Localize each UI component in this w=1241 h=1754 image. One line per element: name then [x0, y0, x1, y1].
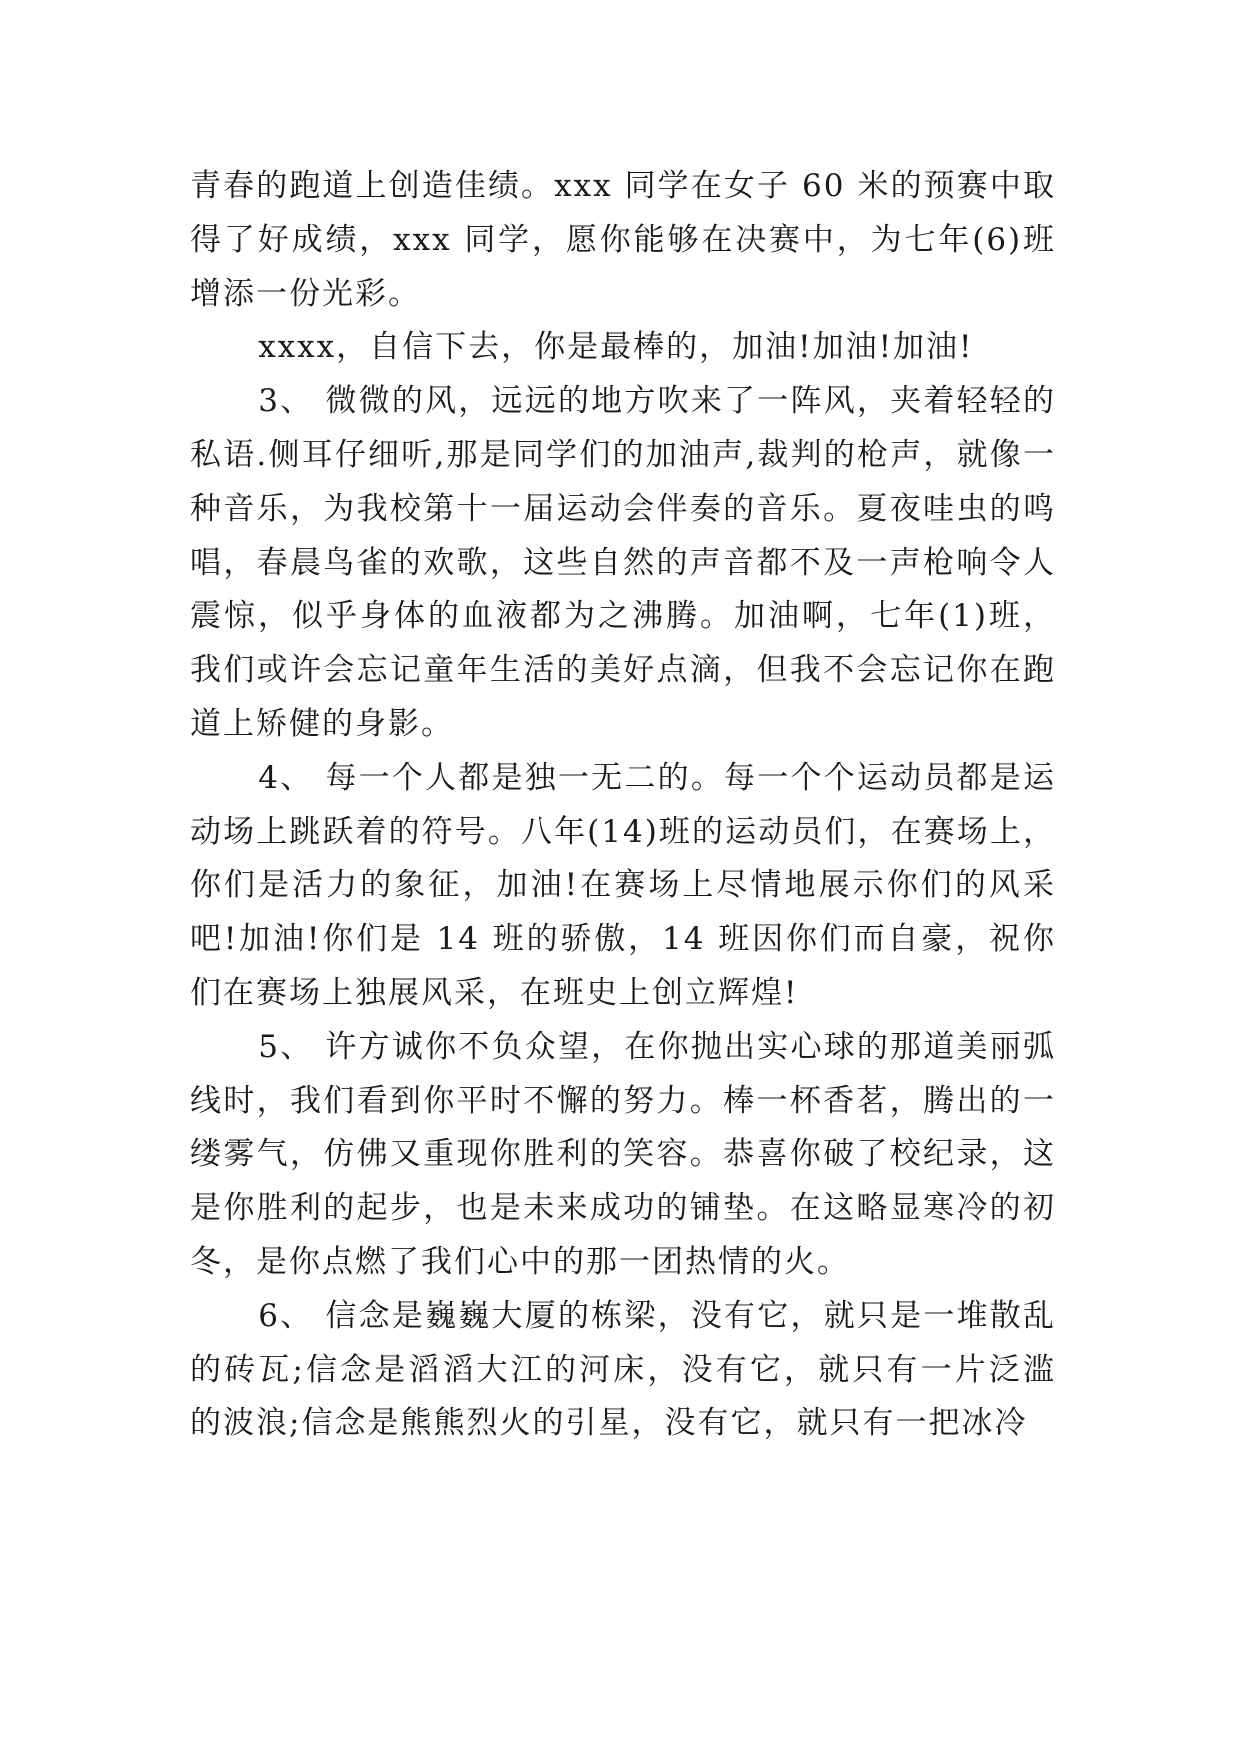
paragraph-item-3: 3、 微微的风，远远的地方吹来了一阵风，夹着轻轻的私语.侧耳仔细听,那是同学们的加油声,裁判的枪声，就像一种音乐，为我校第十一届运动会伴奏的音乐。夏夜哇虫的鸣唱，春晨鸟雀的欢歌，这些自然的声音都不及一声枪响令人震惊，似乎身体的血液都为之沸腾。加油啊，七年(1)班，我们或许会忘记童年生活的美好点滴，但我不会忘记你在跑道上矫健的身影。 — [190, 383, 1056, 742]
paragraph-intro: 青春的跑道上创造佳绩。xxx 同学在女子 60 米的预赛中取得了好成绩，xxx 同学，愿你能够在决赛中，为七年(6)班增添一份光彩。 — [190, 168, 1056, 312]
paragraph-item-4: 4、 每一个人都是独一无二的。每一个个运动员都是运动场上跳跃着的符号。八年(14)班的运动员们，在赛场上，你们是活力的象征，加油!在赛场上尽情地展示你们的风采吧!加油!你们是 14 班的骄傲，14 班因你们而自豪，祝你们在赛场上独展风采，在班史上创立辉煌! — [190, 759, 1056, 1011]
paragraph-cheer: xxxx，自信下去，你是最棒的，加油!加油!加油! — [258, 329, 974, 366]
paragraph-item-5: 5、 许方诚你不负众望，在你抛出实心球的那道美丽弧线时，我们看到你平时不懈的努力。棒一杯香茗，腾出的一缕雾气，仿佛又重现你胜利的笑容。恭喜你破了校纪录，这是你胜利的起步，也是未来成功的铺垫。在这略显寒冷的初冬，是你点燃了我们心中的那一团热情的火。 — [190, 1028, 1056, 1280]
paragraph-item-6: 6、 信念是巍巍大厦的栋梁，没有它，就只是一堆散乱的砖瓦;信念是滔滔大江的河床，没有它，就只有一片泛滥的波浪;信念是熊熊烈火的引星，没有它，就只有一把冰冷 — [190, 1297, 1056, 1442]
document-body — [190, 160, 1056, 1451]
